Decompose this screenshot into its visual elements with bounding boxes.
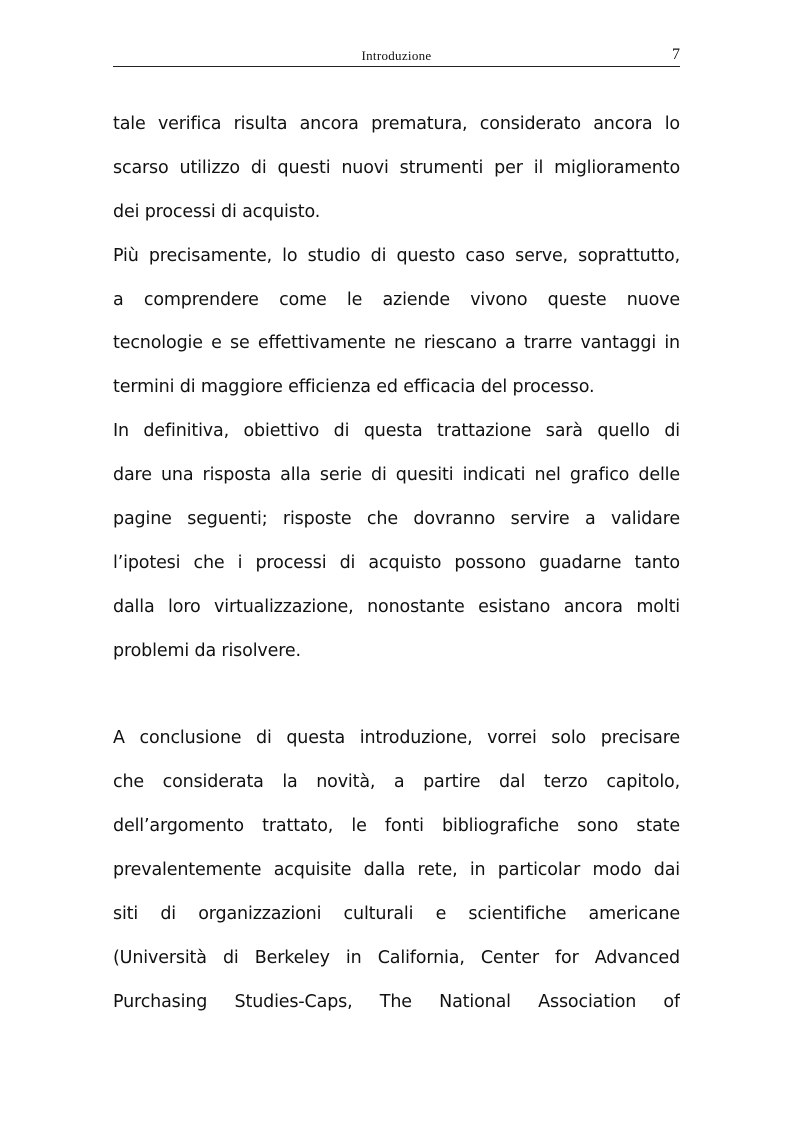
text-line: dare una risposta alla serie di quesiti indicati nel grafico delle xyxy=(113,465,680,486)
paragraph-gap xyxy=(113,674,680,718)
running-header xyxy=(113,46,680,67)
paragraph-3 xyxy=(113,410,680,673)
text-line: l’ipotesi che i processi di acquisto possono guadarne tanto xyxy=(113,552,680,573)
text-line: dell’argomento trattato, le fonti bibliografiche sono state xyxy=(113,816,680,837)
text-line: scarso utilizzo di questi nuovi strumenti per il miglioramento xyxy=(113,157,680,178)
text-line: dei processi di acquisto. xyxy=(113,201,321,222)
text-line: siti di organizzazioni culturali e scientifiche americane xyxy=(113,904,680,925)
text-line: termini di maggiore efficienza ed efficacia del processo. xyxy=(113,377,595,398)
text-line: prevalentemente acquisite dalla rete, in particolar modo dai xyxy=(113,860,680,881)
page-number: 7 xyxy=(672,46,680,63)
text-line: a comprendere come le aziende vivono queste nuove xyxy=(113,289,680,310)
body-text xyxy=(113,103,680,1025)
text-line: dalla loro virtualizzazione, nonostante esistano ancora molti xyxy=(113,596,680,617)
text-line: che considerata la novità, a partire dal terzo capitolo, xyxy=(113,772,680,793)
text-line: Purchasing Studies-Caps, The National Association of xyxy=(113,991,680,1012)
text-line: tale verifica risulta ancora prematura, considerato ancora lo xyxy=(113,114,680,134)
text-line: A conclusione di questa introduzione, vorrei solo precisare xyxy=(113,728,680,749)
text-line: Più precisamente, lo studio di questo caso serve, soprattutto, xyxy=(113,245,680,266)
paragraph-2 xyxy=(113,235,680,411)
text-line: In definitiva, obiettivo di questa trattazione sarà quello di xyxy=(113,421,680,442)
header-title: Introduzione xyxy=(361,48,432,63)
paragraph-4 xyxy=(113,717,680,1024)
text-line: tecnologie e se effettivamente ne riescano a trarre vantaggi in xyxy=(113,333,680,354)
text-line: (Università di Berkeley in California, Center for Advanced xyxy=(113,947,680,968)
text-line: problemi da risolvere. xyxy=(113,640,301,661)
paragraph-1 xyxy=(113,103,680,235)
text-line: pagine seguenti; risposte che dovranno servire a validare xyxy=(113,509,680,530)
